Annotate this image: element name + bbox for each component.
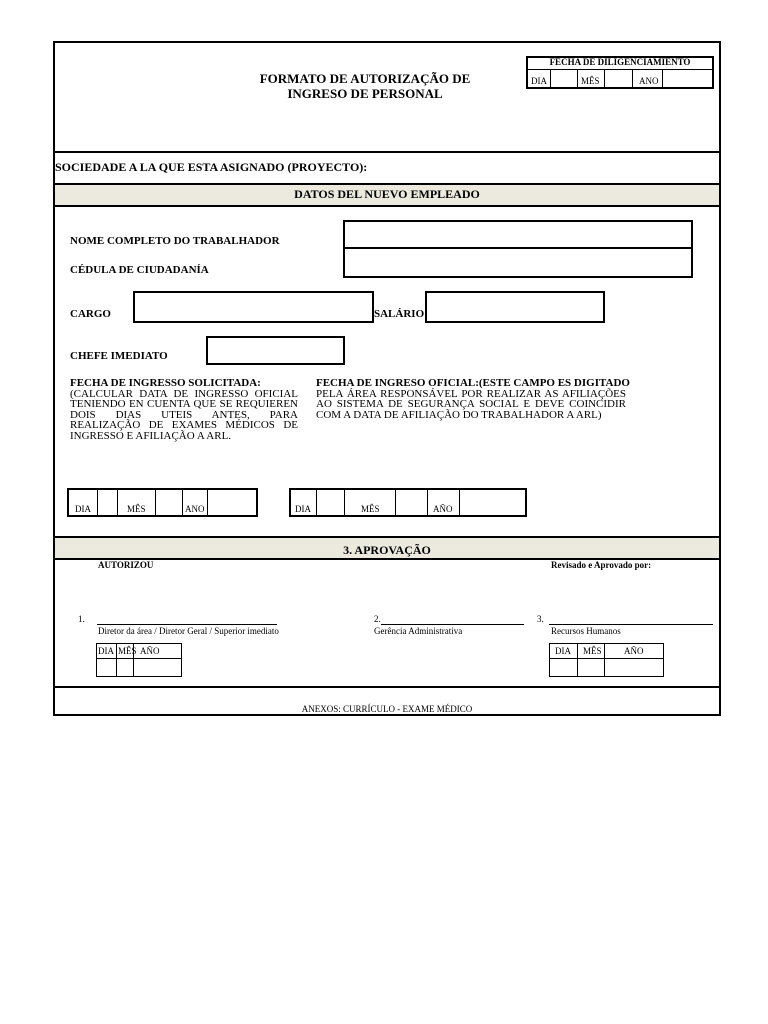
salario-label: SALÁRIO (374, 308, 425, 320)
form-title (200, 71, 530, 101)
sig3-dia-field[interactable] (550, 659, 576, 676)
ingreso-oficial-mes-field[interactable] (396, 490, 427, 515)
ingreso-solicitada-ano-field[interactable] (208, 490, 256, 515)
cedula-label: CÉDULA DE CIUDADANÍA (70, 264, 209, 276)
sociedade-label: SOCIEDADE A LA QUE ESTA ASIGNADO (PROYECTO): (55, 160, 368, 174)
diligenciamiento-dia-field[interactable] (551, 70, 577, 89)
ingreso-oficial-dia-label: DIA (295, 504, 311, 514)
sig1-mes-field[interactable] (117, 659, 132, 676)
ingreso-solicitada-block (70, 378, 298, 441)
sig2-number: 2. (374, 614, 381, 624)
sig1-mes-label: MÊS (118, 646, 137, 656)
diligenciamiento-ano-field[interactable] (663, 70, 713, 89)
sig2-line[interactable] (381, 624, 524, 625)
sig1-dia-label: DIA (98, 646, 114, 656)
sig3-mes-field[interactable] (578, 659, 603, 676)
ingreso-solicitada-heading: FECHA DE INGRESSO SOLICITADA: (70, 377, 261, 389)
ingreso-oficial-dia-field[interactable] (317, 490, 344, 515)
ingreso-solicitada-ano-label: ANO (185, 504, 205, 514)
sig3-ano-field[interactable] (605, 659, 663, 676)
ingreso-solicitada-dia-field[interactable] (98, 490, 117, 515)
sig1-line[interactable] (97, 624, 277, 625)
autorizou-label: AUTORIZOU (98, 560, 154, 570)
sig3-ano-label: AÑO (624, 646, 644, 656)
sig3-mes-label: MÊS (583, 646, 602, 656)
sig3-number: 3. (537, 614, 544, 624)
sig1-ano-field[interactable] (134, 659, 181, 676)
revisado-label: Revisado e Aprovado por: (551, 560, 652, 570)
salario-field[interactable] (425, 291, 605, 323)
cargo-field[interactable] (133, 291, 374, 323)
anexos-footer: ANEXOS: CURRÍCULO - EXAME MÉDICO (301, 704, 473, 714)
ingreso-oficial-text: PELA ÁREA RESPONSÁVEL POR REALIZAR AS AFILIAÇÕES AO SISTEMA DE SEGURANÇA SOCIAL E DEVE COINCIDIR COM A DATA DE AFILIAÇÃO DO TRABALHADOR A ARL) (316, 387, 626, 421)
sig1-number: 1. (78, 614, 85, 624)
chefe-label: CHEFE IMEDIATO (70, 350, 168, 362)
diligenciamiento-ano-label: ANO (639, 76, 659, 86)
diligenciamiento-mes-field[interactable] (605, 70, 632, 89)
sig3-line[interactable] (549, 624, 713, 625)
sig2-label: Gerência Administrativa (374, 626, 463, 636)
sig3-dia-label: DIA (555, 646, 571, 656)
diligenciamiento-dia-label: DIA (531, 76, 547, 86)
chefe-field[interactable] (206, 336, 345, 365)
ingreso-oficial-ano-field[interactable] (460, 490, 525, 515)
cargo-label: CARGO (70, 308, 111, 320)
section-datos-header: DATOS DEL NUEVO EMPLEADO (294, 187, 480, 201)
ingreso-oficial-block (316, 378, 634, 420)
nome-field[interactable] (343, 220, 693, 249)
ingreso-oficial-mes-label: MÊS (361, 504, 380, 514)
ingreso-oficial-heading: FECHA DE INGRESO OFICIAL:(ESTE CAMPO ES DIGITADO (316, 377, 630, 389)
ingreso-oficial-ano-label: AÑO (433, 504, 453, 514)
sig1-dia-field[interactable] (97, 659, 115, 676)
diligenciamiento-mes-label: MÊS (581, 76, 600, 86)
ingreso-solicitada-mes-label: MÊS (127, 504, 146, 514)
nome-label: NOME COMPLETO DO TRABALHADOR (70, 235, 280, 247)
ingreso-solicitada-dia-label: DIA (75, 504, 91, 514)
section-aprovacao-header: 3. APROVAÇÃO (343, 543, 431, 557)
cedula-field[interactable] (343, 247, 693, 278)
ingreso-solicitada-mes-field[interactable] (156, 490, 182, 515)
ingreso-solicitada-text: (CALCULAR DATA DE INGRESSO OFICIAL TENIENDO EN CUENTA QUE SE REQUIEREN DOIS DIAS UTEIS ANTES, PARA REALIZAÇÃO DE EXAMES MÉDICOS DE INGRESSO E AFILIAÇÃO A ARL. (70, 387, 298, 442)
sig1-label: Diretor da área / Diretor Geral / Superior imediato (98, 626, 279, 636)
diligenciamiento-title: FECHA DE DILIGENCIAMIENTO (549, 57, 691, 67)
title-line-2: INGRESO DE PERSONAL (287, 86, 443, 101)
sig3-label: Recursos Humanos (551, 626, 621, 636)
sig1-ano-label: AÑO (140, 646, 160, 656)
title-line-1: FORMATO DE AUTORIZAÇÃO DE (259, 71, 471, 86)
